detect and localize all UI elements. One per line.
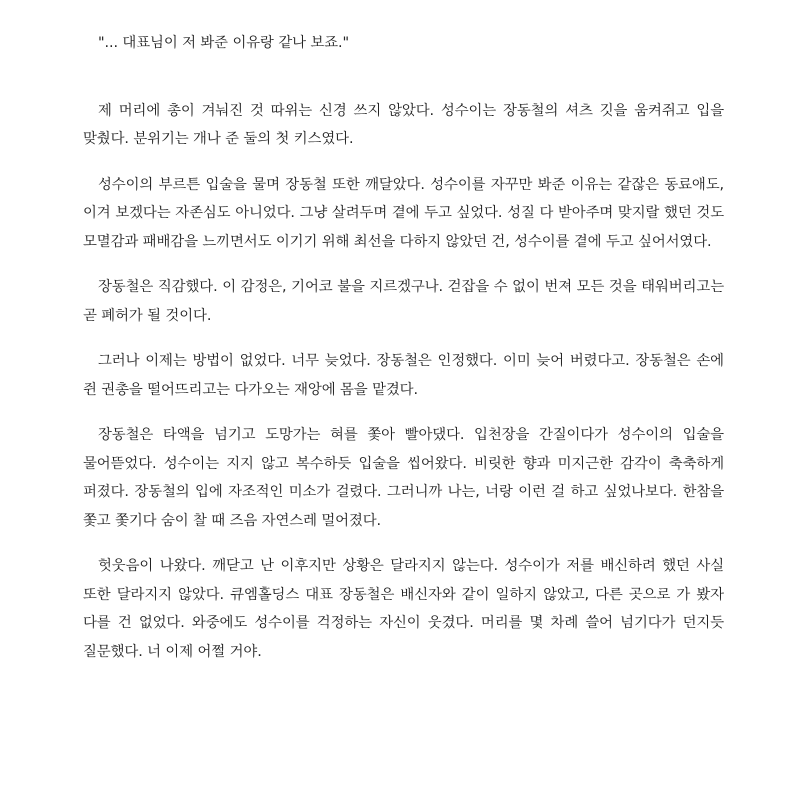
paragraph: 장동철은 타액을 넘기고 도망가는 혀를 쫓아 빨아댔다. 입천장을 간질이다가 성수이의 입술을 물어뜯었다. 성수이는 지지 않고 복수하듯 입술을 씹어왔다. 비릿한 향과 미지근한 감각이 축축하게 퍼졌다. 장동철의 입에 자조적인 미소가 걸렸다. 그러니까 나는, 너랑 이런 걸 하고 싶었나보다. 한참을 쫓고 쫓기다 숨이 찰 때 즈음 자연스레 멀어졌다.	[83, 427, 724, 529]
paragraph: 성수이의 부르튼 입술을 물며 장동철 또한 깨달았다. 성수이를 자꾸만 봐준 이유는 같잖은 동료애도, 이겨 보겠다는 자존심도 아니었다. 그냥 살려두며 곁에 두고 싶었다. 성질 다 받아주며 맞지랄 했던 것도 모멸감과 패배감을 느끼면서도 이기기 위해 최선을 다하지 않았던 건, 성수이를 곁에 두고 싶어서였다.	[83, 176, 724, 250]
paragraph: 그러나 이제는 방법이 없었다. 너무 늦었다. 장동철은 인정했다. 이미 늦어 버렸다고. 장동철은 손에 쥔 권총을 떨어뜨리고는 다가오는 재앙에 몸을 맡겼다.	[83, 353, 724, 398]
paragraph: 제 머리에 총이 겨눠진 것 따위는 신경 쓰지 않았다. 성수이는 장동철의 셔츠 깃을 움켜쥐고 입을 맞췄다. 분위기는 개나 준 둘의 첫 키스였다.	[83, 102, 724, 147]
paragraph: 장동철은 직감했다. 이 감정은, 기어코 불을 지르겠구나. 걷잡을 수 없이 번져 모든 것을 태워버리고는 곧 폐허가 될 것이다.	[83, 279, 724, 324]
paragraph: 헛웃음이 나왔다. 깨닫고 난 이후지만 상황은 달라지지 않는다. 성수이가 저를 배신하려 했던 사실 또한 달라지지 않았다. 큐엠홀딩스 대표 장동철은 배신자와 같이 일하지 않았고, 다른 곳으로 가 봤자 다를 건 없었다. 와중에도 성수이를 걱정하는 자신이 웃겼다. 머리를 몇 차례 쓸어 넘기다가 던지듯 질문했다. 너 이제 어쩔 거야.	[83, 558, 724, 660]
dialogue-line: "... 대표님이 저 봐준 이유랑 같나 보죠."	[98, 35, 350, 51]
